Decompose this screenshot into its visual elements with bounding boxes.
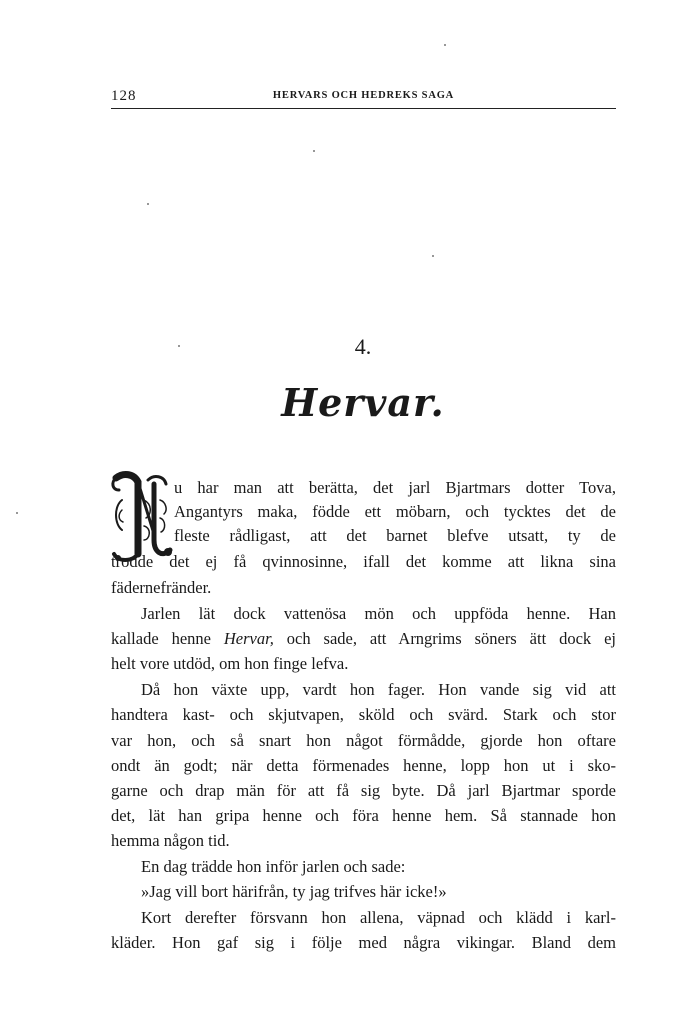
print-speck: [432, 255, 434, 257]
body-line: Jarlen lät dock vattenösa mön och uppföda henne. Han: [141, 604, 616, 623]
body-text: och sade, att Arngrims söners ätt dock ej: [273, 629, 616, 648]
body-line: kläder. Hon gaf sig i följe med några vikingar. Bland dem: [111, 933, 616, 952]
chapter-number: 4.: [354, 334, 372, 359]
body-line: handtera kast- och skjutvapen, sköld och svärd. Stark och stor: [111, 705, 616, 724]
header-rule: [111, 108, 616, 109]
body-line: fleste rådligast, att det barnet blefve utsatt, ty de: [174, 526, 616, 545]
page-header: [111, 88, 616, 108]
print-speck: [16, 512, 18, 514]
body-line: trodde det ej få qvinnosinne, ifall det komme att likna sina: [111, 552, 616, 571]
body-line: garne och drap män för att få sig byte. Då jarl Bjartmar sporde: [111, 781, 616, 800]
print-speck: [147, 203, 149, 205]
print-speck: [444, 44, 446, 46]
body-line: ondt än godt; när detta förmenades henne, lopp hon ut i sko-: [111, 756, 616, 775]
chapter-title: Hervar.: [281, 380, 445, 425]
body-line: Angantyrs maka, födde ett möbarn, och tycktes det de: [174, 502, 616, 521]
running-title: HERVARS OCH HEDREKS SAGA: [272, 90, 455, 101]
body-line: var hon, och så snart hon något förmådde, gjorde hon oftare: [111, 731, 616, 750]
body-line: u har man att berätta, det jarl Bjartmars dotter Tova,: [174, 478, 616, 497]
body-line: Kort derefter försvann hon allena, väpnad och klädd i karl-: [141, 908, 616, 927]
body-line: »Jag vill bort härifrån, ty jag trifves här icke!»: [141, 882, 447, 901]
name-hervar: Hervar,: [223, 629, 274, 648]
print-speck: [313, 150, 315, 152]
body-text: kallade henne: [111, 629, 224, 648]
body-line: helt vore utdöd, om hon finge lefva.: [111, 654, 349, 673]
body-line: fädernefränder.: [111, 578, 212, 597]
body-line: Då hon växte upp, vardt hon fager. Hon vande sig vid att: [141, 680, 616, 699]
body-line: En dag trädde hon inför jarlen och sade:: [141, 857, 406, 876]
body-line: hemma någon tid.: [111, 831, 230, 850]
body-line: det, lät han gripa henne och föra henne hem. Så stannade hon: [111, 806, 616, 825]
body-line: [111, 627, 616, 651]
page-number: 128: [111, 88, 137, 104]
